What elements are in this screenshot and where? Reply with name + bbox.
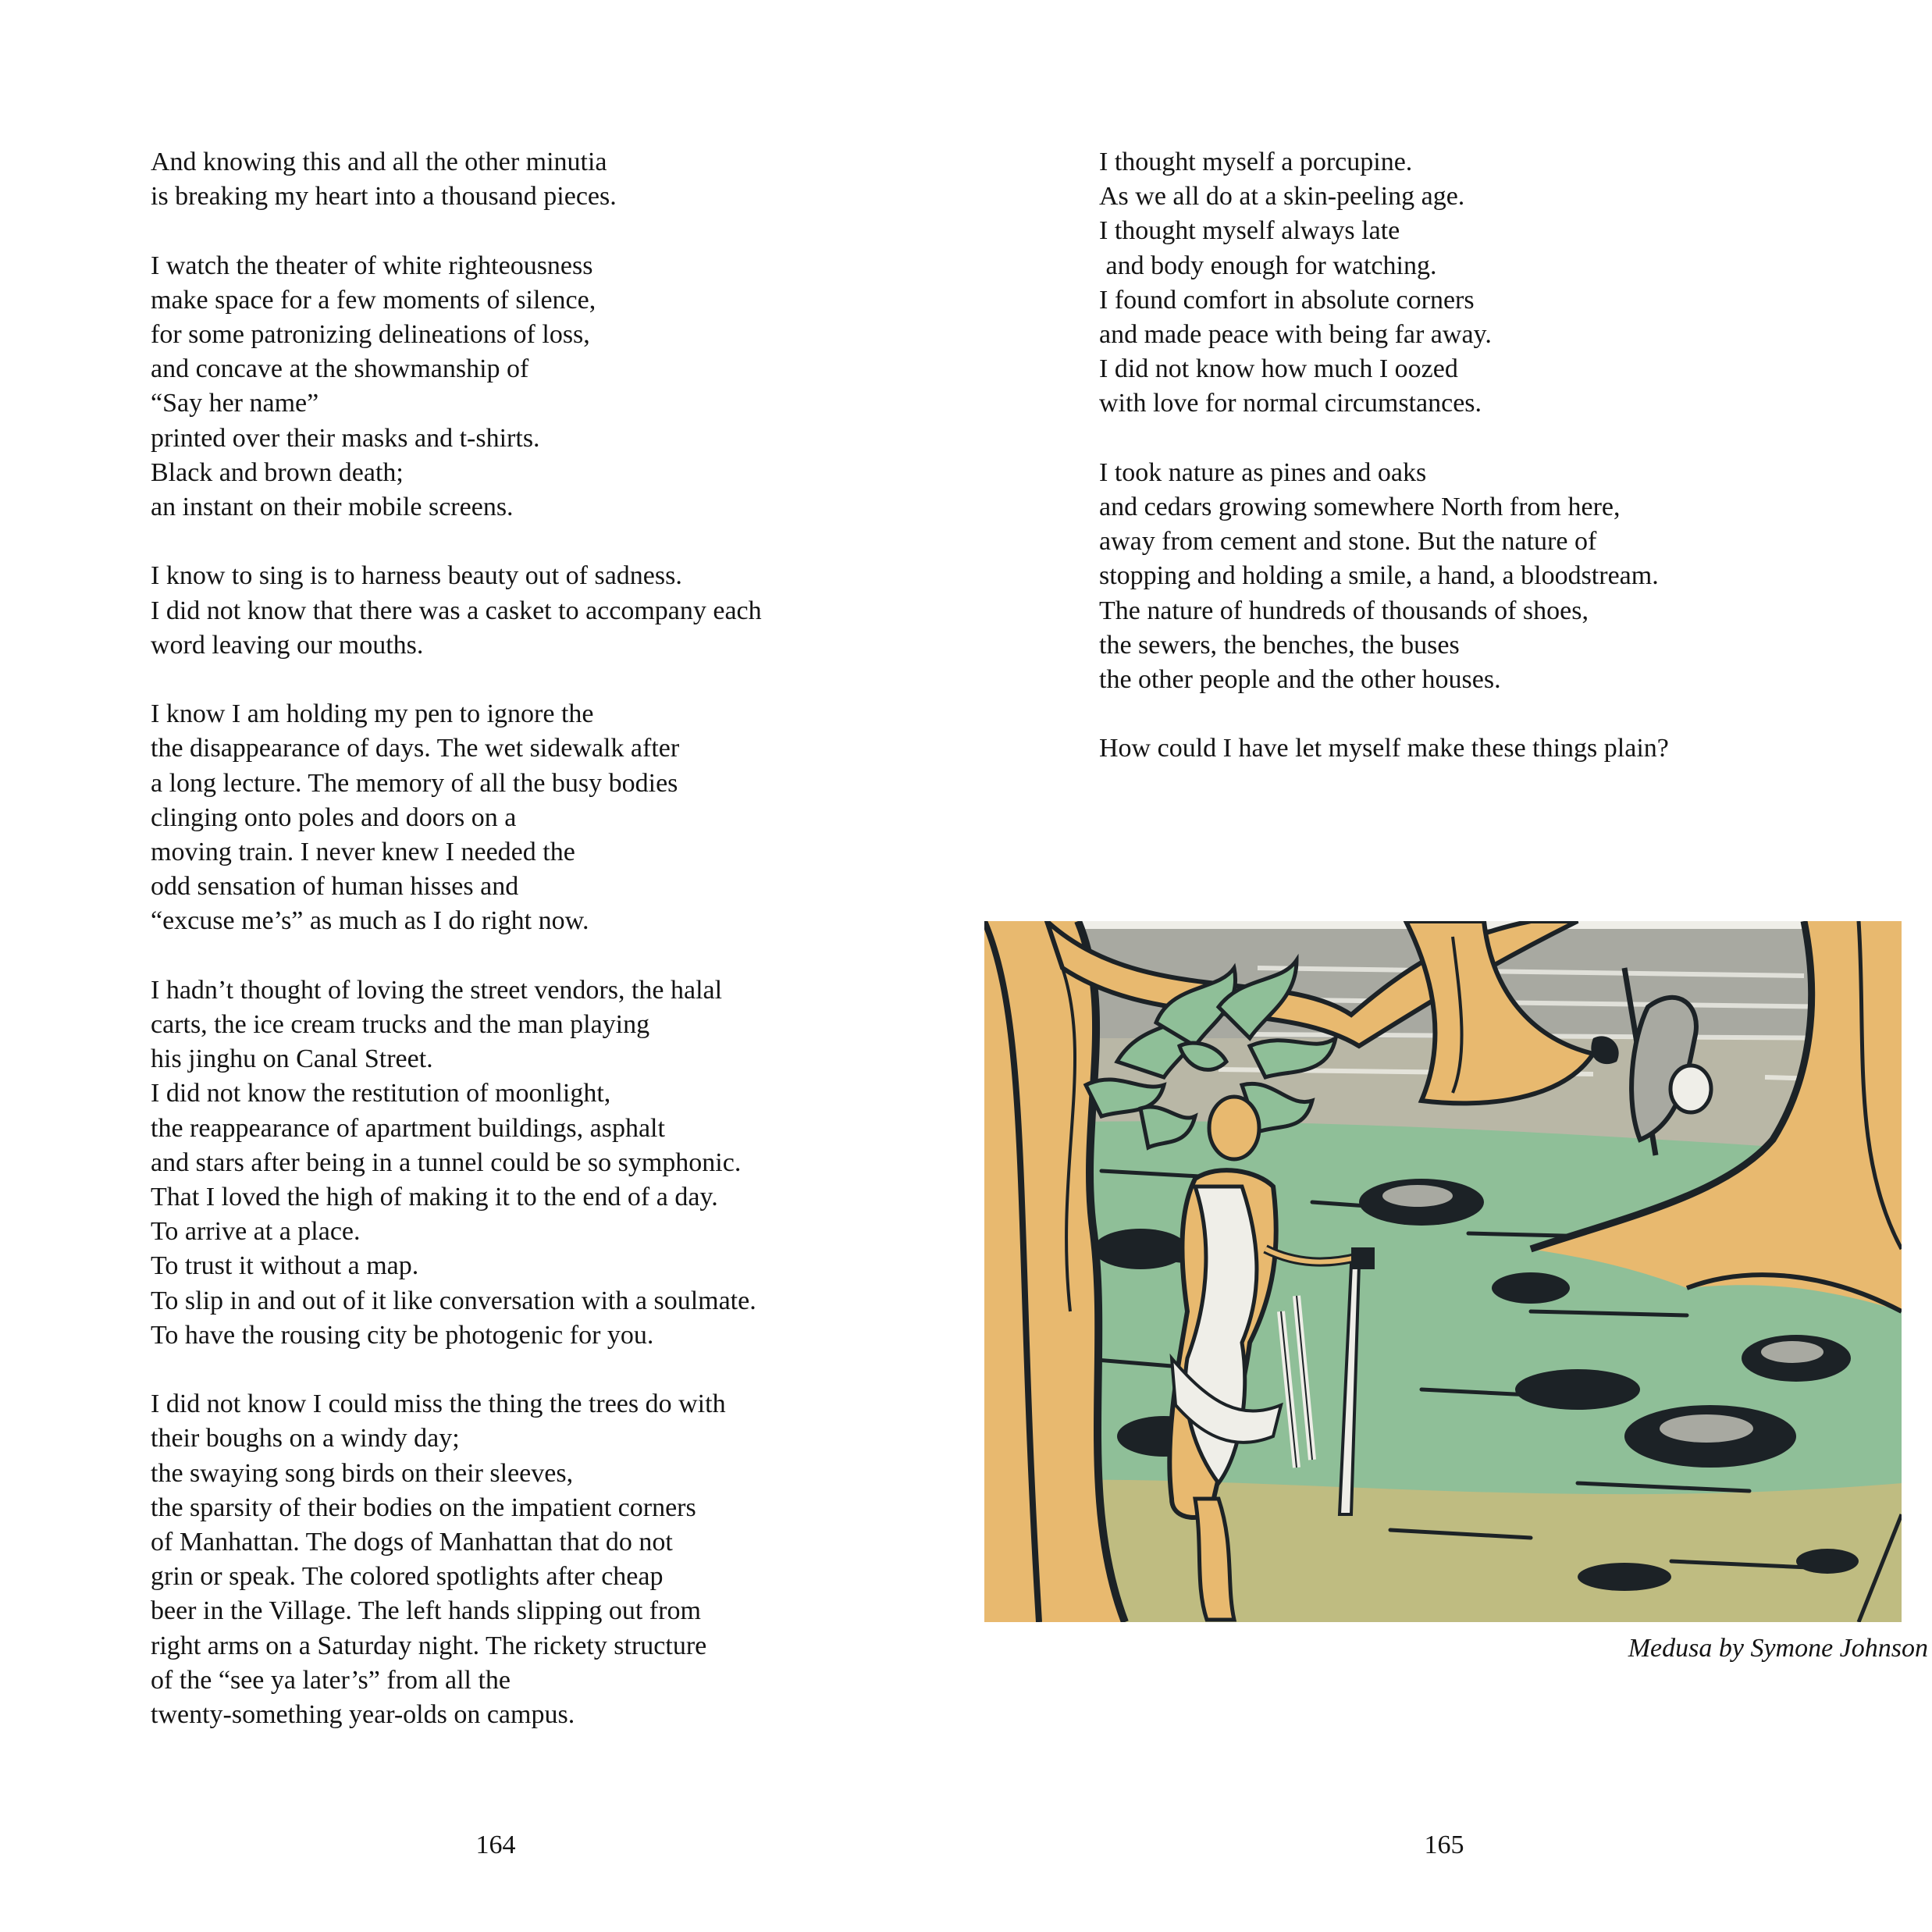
poem-line: an instant on their mobile screens. (151, 493, 514, 522)
poem-line: And knowing this and all the other minutia (151, 148, 607, 176)
stanza (1099, 731, 1669, 766)
poem-line: the sewers, the benches, the buses (1099, 630, 1460, 660)
poem-line: and made peace with being far away. (1099, 320, 1492, 350)
poem-text-right (1099, 145, 1669, 767)
medusa-linocut-artwork (984, 921, 1902, 1622)
poem-line: his jinghu on Canal Street. (151, 1044, 433, 1074)
poem-line: As we all do at a skin-peeling age. (1099, 182, 1465, 212)
stanza (1099, 456, 1669, 697)
poem-line: The nature of hundreds of thousands of shoes, (1099, 596, 1589, 625)
poem-line: word leaving our mouths. (151, 630, 424, 660)
poem-line: I watch the theater of white righteousness (151, 251, 593, 280)
poem-line: the other people and the other houses. (1099, 665, 1501, 695)
poem-line: their boughs on a windy day; (151, 1424, 460, 1453)
poem-line: odd sensation of human hisses and (151, 872, 519, 902)
poem-line: To have the rousing city be photogenic for you. (151, 1320, 654, 1350)
poem-line: I found comfort in absolute corners (1099, 285, 1475, 315)
poem-line: I know to sing is to harness beauty out of sadness. (151, 561, 682, 591)
poem-line: I know I am holding my pen to ignore the (151, 699, 594, 729)
poem-line: To slip in and out of it like conversation with a soulmate. (151, 1286, 756, 1315)
poem-line: “excuse me’s” as much as I do right now. (151, 906, 589, 936)
stanza (1099, 145, 1669, 422)
poem-line: and concave at the showmanship of (151, 354, 529, 384)
poem-line: moving train. I never knew I needed the (151, 838, 575, 867)
poem-line: and stars after being in a tunnel could be so symphonic. (151, 1147, 742, 1177)
poem-line: How could I have let myself make these things plain? (1099, 734, 1669, 763)
poem-line: a long lecture. The memory of all the busy bodies (151, 768, 678, 798)
poem-line: Black and brown death; (151, 457, 404, 487)
poem-line: with love for normal circumstances. (1099, 389, 1482, 418)
poem-line: the sparsity of their bodies on the impatient corners (151, 1493, 696, 1522)
poem-line: right arms on a Saturday night. The rickety structure (151, 1631, 707, 1660)
poem-line: beer in the Village. The left hands slipping out from (151, 1596, 701, 1626)
poem-line: and cedars growing somewhere North from here, (1099, 493, 1621, 522)
poem-line: carts, the ice cream trucks and the man playing (151, 1010, 650, 1040)
poem-line: To trust it without a map. (151, 1251, 419, 1281)
stanza (151, 559, 762, 663)
poem-line: printed over their masks and t-shirts. (151, 423, 540, 453)
poem-line: and body enough for watching. (1099, 251, 1437, 280)
poem-line: I thought myself always late (1099, 216, 1400, 246)
poem-line: grin or speak. The colored spotlights after cheap (151, 1562, 664, 1592)
poem-line: I did not know that there was a casket to accompany each (151, 596, 762, 625)
stanza (151, 697, 762, 938)
poem-line: is breaking my heart into a thousand pieces. (151, 182, 617, 212)
poem-line: “Say her name” (151, 389, 319, 418)
right-page (966, 0, 1932, 1932)
poem-line: stopping and holding a smile, a hand, a bloodstream. (1099, 561, 1659, 591)
poem-line: twenty-something year-olds on campus. (151, 1700, 575, 1730)
stanza (151, 249, 762, 525)
poem-line: away from cement and stone. But the nature of (1099, 527, 1597, 557)
artwork-caption: Medusa by Symone Johnson (1628, 1634, 1928, 1663)
stanza (151, 145, 762, 214)
poem-line: That I loved the high of making it to the end of a day. (151, 1183, 718, 1212)
poem-text-left (151, 145, 762, 1732)
page-number-right: 165 (1424, 1831, 1464, 1859)
poem-line: I took nature as pines and oaks (1099, 457, 1427, 487)
poem-line: To arrive at a place. (151, 1217, 361, 1247)
poem-line: for some patronizing delineations of loss, (151, 320, 590, 349)
stanza (151, 1387, 762, 1732)
poem-line: make space for a few moments of silence, (151, 285, 596, 315)
stanza (151, 973, 762, 1353)
poem-line: of Manhattan. The dogs of Manhattan that do not (151, 1528, 673, 1557)
poem-line: I hadn’t thought of loving the street vendors, the halal (151, 975, 723, 1005)
poem-line: I thought myself a porcupine. (1099, 148, 1413, 176)
poem-line: the disappearance of days. The wet sidewalk after (151, 734, 680, 763)
poem-line: I did not know how much I oozed (1099, 354, 1458, 384)
poem-line: I did not know the restitution of moonlight, (151, 1079, 611, 1108)
poem-line: of the “see ya later’s” from all the (151, 1665, 511, 1695)
poem-line: the reappearance of apartment buildings, asphalt (151, 1113, 665, 1143)
poem-line: clinging onto poles and doors on a (151, 802, 517, 832)
page-number-left: 164 (475, 1831, 516, 1859)
poem-line: I did not know I could miss the thing the trees do with (151, 1389, 726, 1419)
poem-line: the swaying song birds on their sleeves, (151, 1458, 574, 1488)
